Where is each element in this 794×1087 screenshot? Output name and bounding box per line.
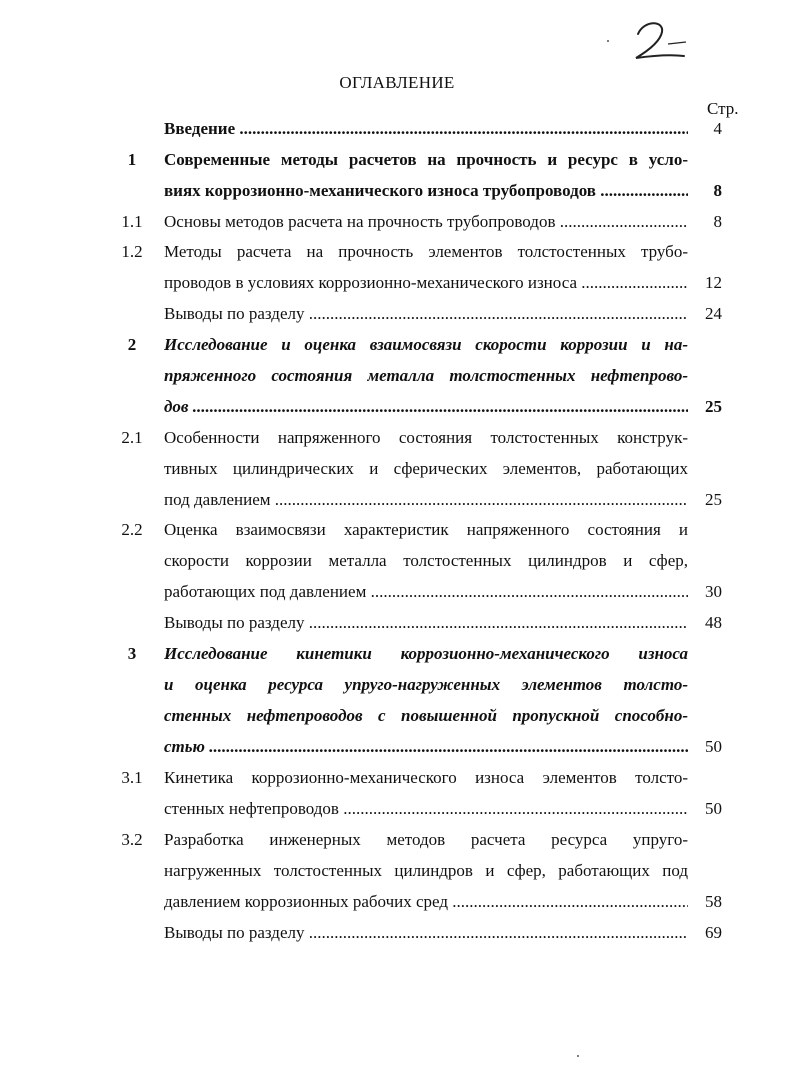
toc-entry-page: 12 — [705, 273, 722, 292]
page-column-header: Стр. — [707, 99, 739, 118]
toc-entry-text: под давлением ..... — [164, 486, 688, 514]
toc-entry-text: проводов в условиях коррозионно-механического износа ..... — [164, 269, 688, 297]
toc-section-3-2-cont — [0, 857, 794, 885]
toc-section-2-2-cont — [0, 578, 794, 606]
toc-entry-text: стенных нефтепроводов с повышенной пропускной способно- — [164, 706, 688, 725]
toc-entry-intro — [0, 115, 794, 143]
toc-entry-text: Основы методов расчета на прочность трубопроводов ..... — [164, 208, 688, 236]
toc-conclusions-3 — [0, 919, 794, 947]
handwritten-page-number — [628, 14, 688, 64]
toc-entry-number: 2.1 — [121, 428, 143, 447]
toc-entry-text: тивных цилиндрических и сферических элементов, работающих — [164, 459, 688, 478]
toc-entry-page: 69 — [705, 923, 722, 942]
toc-entry-number: 2.2 — [121, 520, 143, 539]
toc-entry-page: 8 — [713, 181, 722, 200]
toc-entry-page: 48 — [705, 613, 722, 632]
toc-entry-number: 3.1 — [121, 768, 143, 787]
toc-section-3-1 — [0, 764, 794, 792]
toc-chapter-3-cont — [0, 733, 794, 761]
toc-section-3-2 — [0, 826, 794, 854]
toc-entry-text: работающих под давлением ..... — [164, 578, 688, 606]
toc-entry-text: пряженного состояния металла толстостенных нефтепрово- — [164, 366, 688, 385]
toc-chapter-3-cont — [0, 702, 794, 730]
toc-entry-text: виях коррозионно-механического износа трубопроводов ..... — [164, 177, 688, 205]
toc-entry-page: 50 — [705, 799, 722, 818]
toc-entry-number: 1.1 — [121, 212, 143, 231]
toc-chapter-2 — [0, 331, 794, 359]
toc-entry-page: 24 — [705, 304, 722, 323]
toc-chapter-2-cont — [0, 393, 794, 421]
toc-entry-text: стенных нефтепроводов ..... — [164, 795, 688, 823]
toc-section-1-2-cont — [0, 269, 794, 297]
toc-section-2-1 — [0, 424, 794, 452]
toc-entry-page: 25 — [705, 397, 722, 416]
toc-entry-text: дов ..... — [164, 393, 688, 421]
toc-entry-text: Исследование и оценка взаимосвязи скорости коррозии и на- — [164, 335, 688, 354]
toc-chapter-3 — [0, 640, 794, 668]
toc-entry-text: Современные методы расчетов на прочность и ресурс в усло- — [164, 150, 688, 169]
toc-entry-number: 1 — [127, 150, 137, 169]
toc-entry-text: Особенности напряженного состояния толстостенных конструк- — [164, 428, 688, 447]
toc-section-2-1-cont — [0, 455, 794, 483]
page-title: ОГЛАВЛЕНИЕ — [339, 73, 455, 92]
scan-speck — [607, 40, 609, 42]
toc-entry-text: Выводы по разделу ..... — [164, 919, 688, 947]
toc-entry-text: Кинетика коррозионно-механического износа элементов толсто- — [164, 768, 688, 787]
toc-section-1-2 — [0, 238, 794, 266]
toc-entry-page: 8 — [713, 212, 722, 231]
toc-entry-text: Выводы по разделу ..... — [164, 300, 688, 328]
toc-entry-text: Введение ..... — [164, 115, 688, 143]
toc-entry-number: 3.2 — [121, 830, 143, 849]
toc-entry-text: Оценка взаимосвязи характеристик напряженного состояния и — [164, 520, 688, 539]
toc-entry-text: давлением коррозионных рабочих сред ..... — [164, 888, 688, 916]
scan-speck — [577, 1055, 579, 1057]
toc-entry-page: 50 — [705, 737, 722, 756]
toc-entry-number: 2 — [127, 335, 137, 354]
toc-chapter-1-cont — [0, 177, 794, 205]
toc-entry-text: Разработка инженерных методов расчета ресурса упруго- — [164, 830, 688, 849]
toc-chapter-2-cont — [0, 362, 794, 390]
toc-entry-text: Исследование кинетики коррозионно-механического износа — [164, 644, 688, 663]
toc-entry-number: 3 — [127, 644, 137, 663]
toc-entry-text: скорости коррозии металла толстостенных цилиндров и сфер, — [164, 551, 688, 570]
toc-chapter-3-cont — [0, 671, 794, 699]
toc-entry-page: 30 — [705, 582, 722, 601]
toc-section-3-1-cont — [0, 795, 794, 823]
toc-section-2-2 — [0, 516, 794, 544]
toc-section-1-1 — [0, 208, 794, 236]
toc-entry-number: 1.2 — [121, 242, 143, 261]
toc-section-3-2-cont — [0, 888, 794, 916]
toc-entry-page: 25 — [705, 490, 722, 509]
toc-conclusions-1 — [0, 300, 794, 328]
toc-section-2-2-cont — [0, 547, 794, 575]
toc-conclusions-2 — [0, 609, 794, 637]
toc-entry-page: 4 — [713, 119, 722, 138]
toc-entry-text: Выводы по разделу ..... — [164, 609, 688, 637]
toc-entry-text: нагруженных толстостенных цилиндров и сфер, работающих под — [164, 861, 688, 880]
toc-entry-page: 58 — [705, 892, 722, 911]
toc-section-2-1-cont — [0, 486, 794, 514]
toc-entry-text: и оценка ресурса упруго-нагруженных элементов толсто- — [164, 675, 688, 694]
toc-entry-text: стью ..... — [164, 733, 688, 761]
toc-entry-text: Методы расчета на прочность элементов толстостенных трубо- — [164, 242, 688, 261]
toc-chapter-1 — [0, 146, 794, 174]
